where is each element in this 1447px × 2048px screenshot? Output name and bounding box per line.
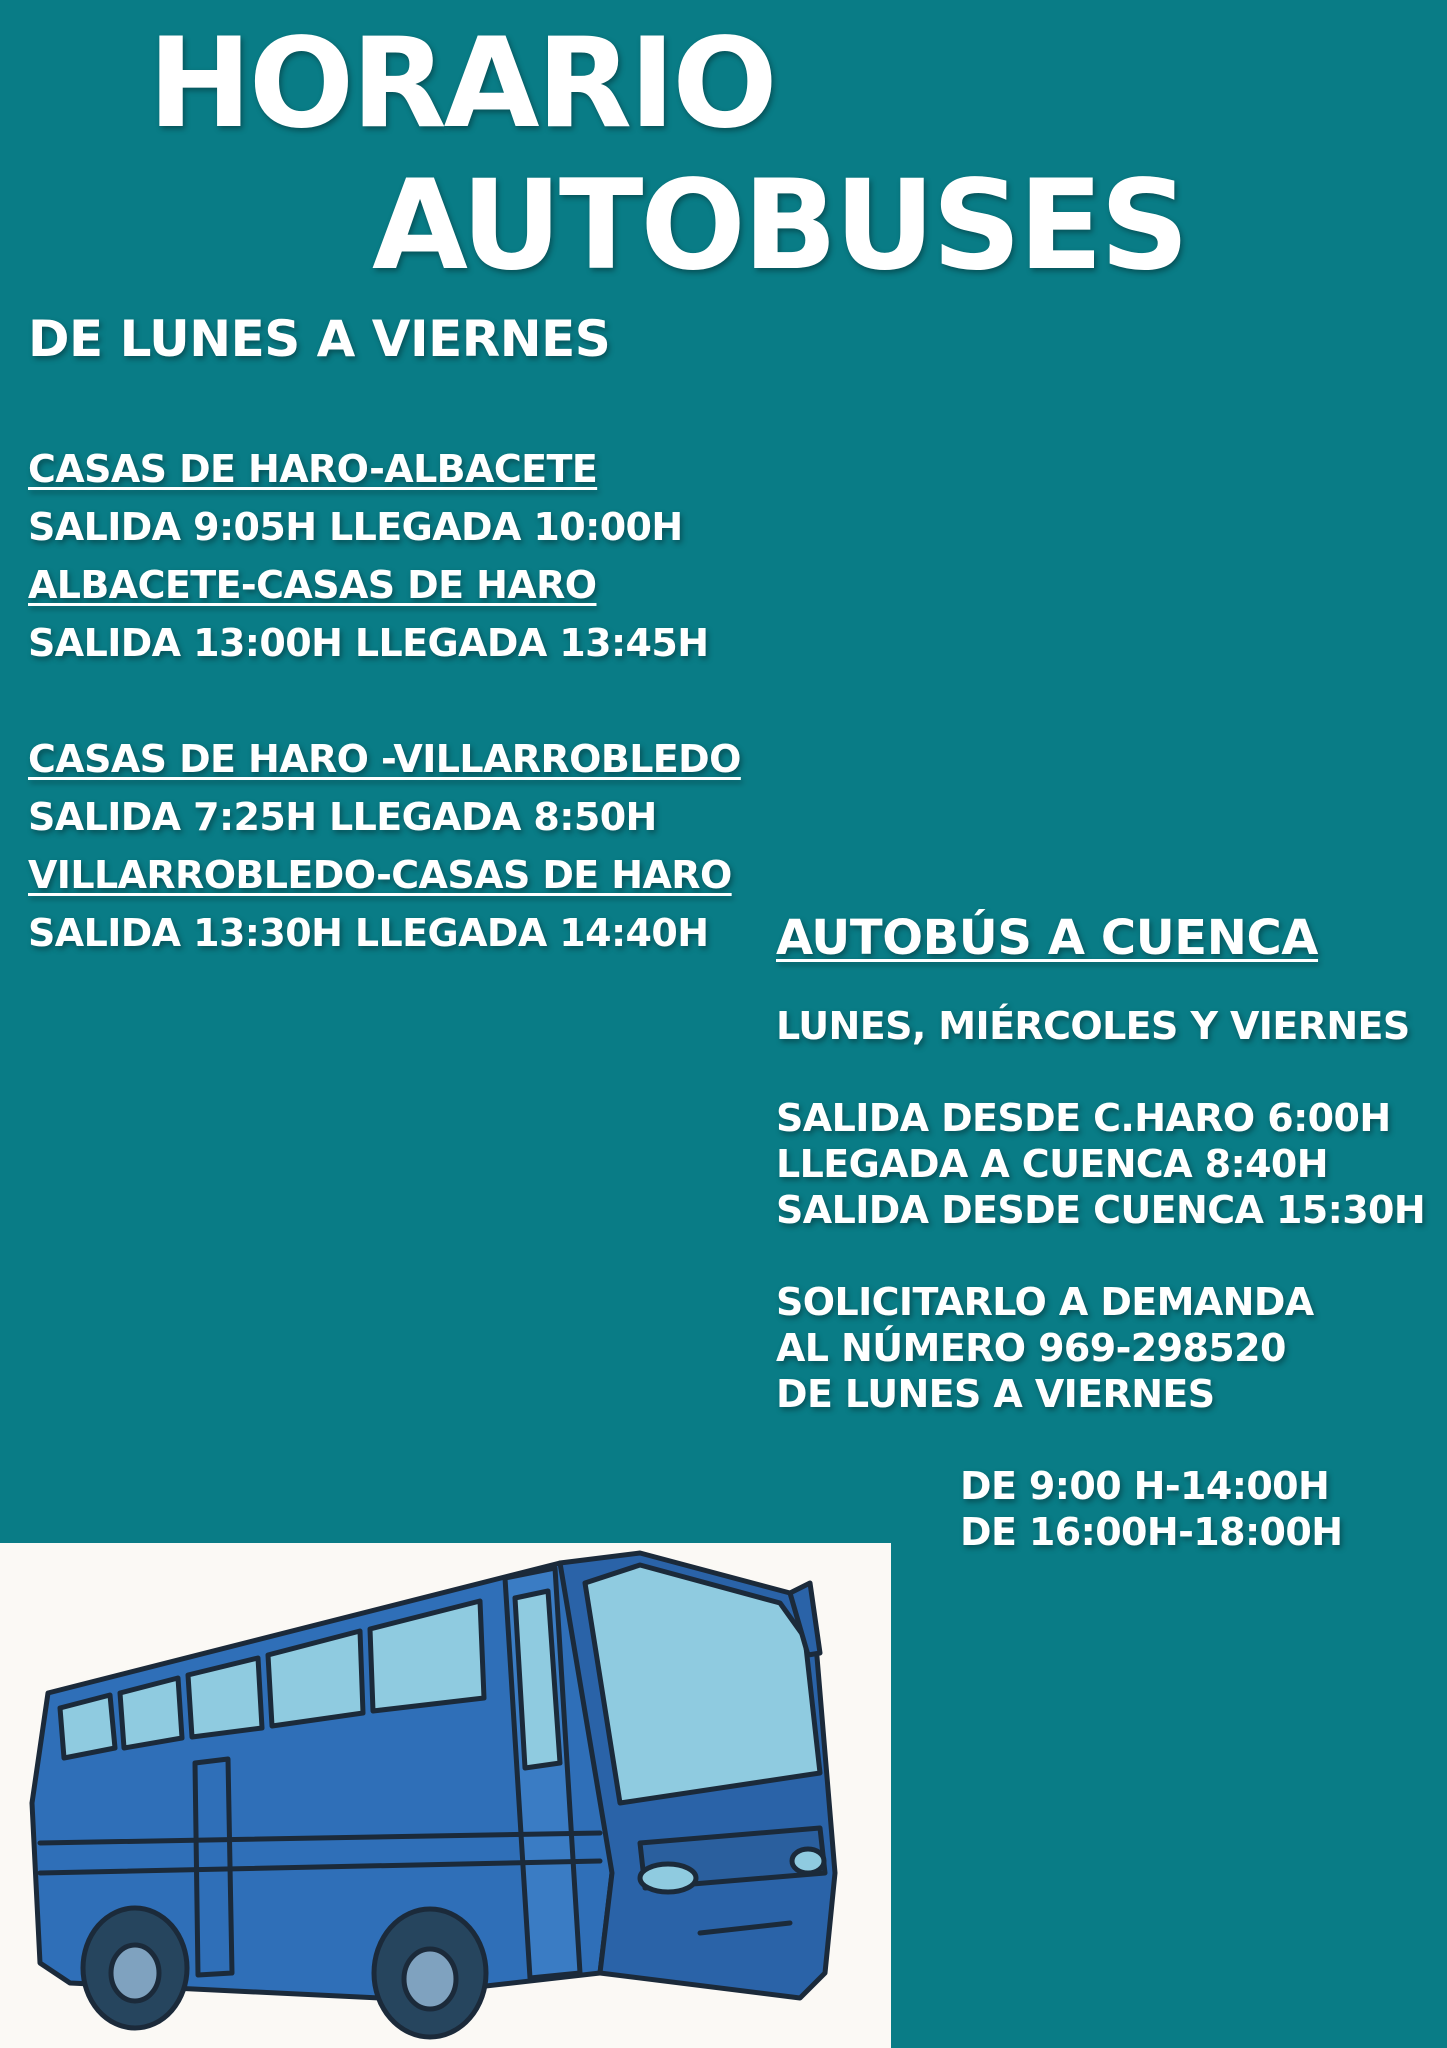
cuenca-hours-line: DE 9:00 H-14:00H xyxy=(960,1464,1330,1508)
bus-icon xyxy=(0,1543,891,2048)
title-autobuses: AUTOBUSES xyxy=(372,154,1187,298)
cuenca-request-line: SOLICITARLO A DEMANDA xyxy=(776,1280,1314,1324)
bus-illustration xyxy=(0,1543,891,2048)
cuenca-request-line: DE LUNES A VIERNES xyxy=(776,1372,1215,1416)
route-name: CASAS DE HARO-ALBACETE xyxy=(28,447,598,491)
weekday-routes xyxy=(28,440,788,962)
cuenca-hours-line: DE 16:00H-18:00H xyxy=(960,1510,1343,1554)
cuenca-heading: AUTOBÚS A CUENCA xyxy=(776,910,1319,966)
route-name: VILLARROBLEDO-CASAS DE HARO xyxy=(28,853,732,897)
cuenca-days: LUNES, MIÉRCOLES Y VIERNES xyxy=(776,1004,1410,1048)
route-times: SALIDA 13:00H LLEGADA 13:45H xyxy=(28,621,709,665)
route-name: CASAS DE HARO -VILLARROBLEDO xyxy=(28,737,741,781)
cuenca-request-line: AL NÚMERO 969-298520 xyxy=(776,1326,1286,1370)
cuenca-section xyxy=(776,906,1436,1555)
route-times: SALIDA 9:05H LLEGADA 10:00H xyxy=(28,505,683,549)
route-name: ALBACETE-CASAS DE HARO xyxy=(28,563,597,607)
cuenca-schedule-line: LLEGADA A CUENCA 8:40H xyxy=(776,1142,1328,1186)
cuenca-schedule-line: SALIDA DESDE CUENCA 15:30H xyxy=(776,1188,1426,1232)
route-times: SALIDA 13:30H LLEGADA 14:40H xyxy=(28,911,709,955)
cuenca-schedule-line: SALIDA DESDE C.HARO 6:00H xyxy=(776,1096,1391,1140)
route-times: SALIDA 7:25H LLEGADA 8:50H xyxy=(28,795,657,839)
title-horario: HORARIO xyxy=(148,12,775,156)
subtitle-weekdays: DE LUNES A VIERNES xyxy=(28,310,611,368)
